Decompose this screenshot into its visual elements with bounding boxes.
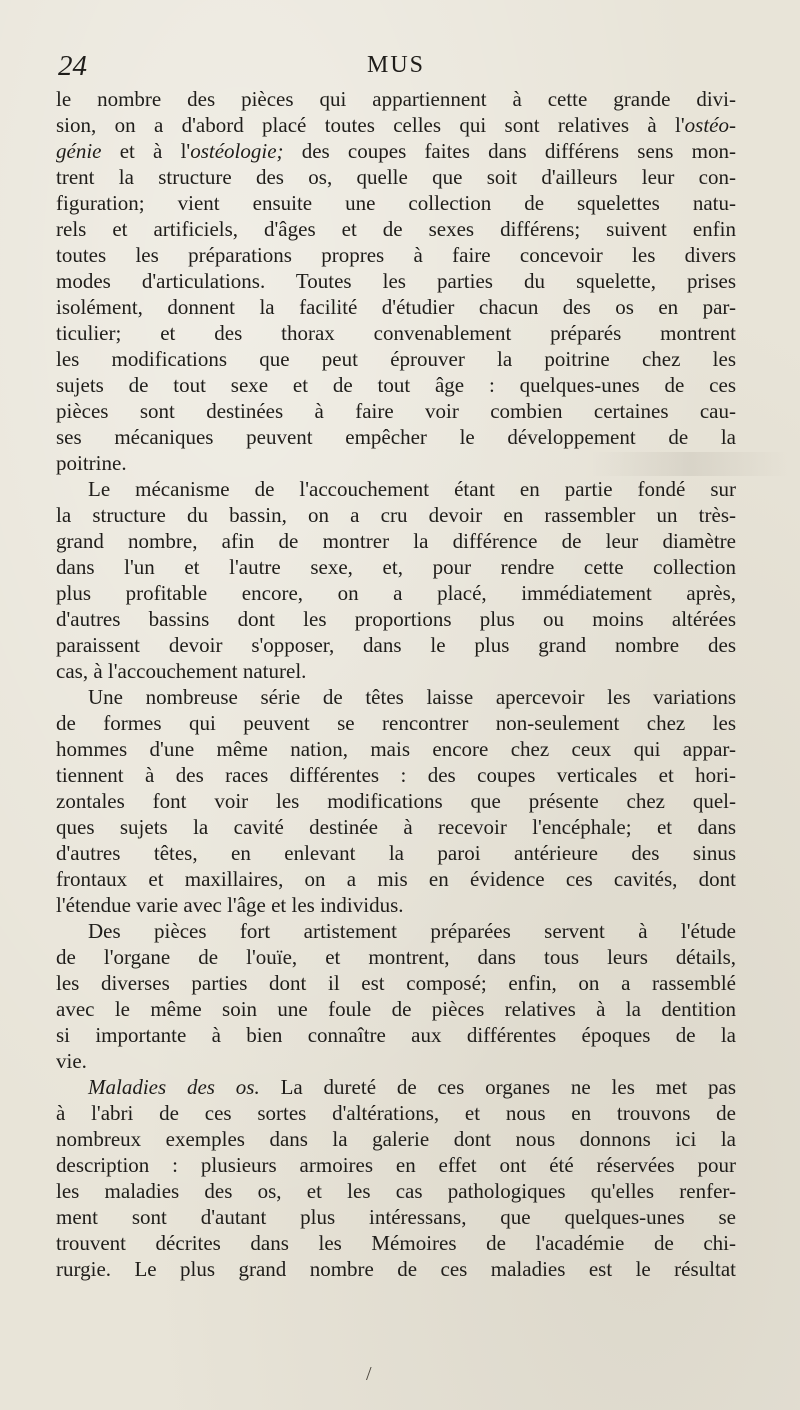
text-line: ment sont d'autant plus intéressans, que quelques-unes se [56, 1205, 736, 1229]
text-line: toutes les préparations propres à faire concevoir les divers [56, 243, 736, 267]
text-line: Une nombreuse série de têtes laisse apercevoir les variations [88, 685, 736, 709]
text-line: vie. [56, 1049, 87, 1073]
paragraph [56, 918, 736, 1074]
text-line: ques sujets la cavité destinée à recevoir l'encéphale; et dans [56, 815, 736, 839]
text-line: les maladies des os, et les cas pathologiques qu'elles renfer- [56, 1179, 736, 1203]
text-line: le nombre des pièces qui appartiennent à cette grande divi- [56, 87, 736, 111]
text-line: sujets de tout sexe et de tout âge : quelques-unes de ces [56, 373, 736, 397]
text-line: isolément, donnent la facilité d'étudier chacun des os en par- [56, 295, 736, 319]
text-line: la structure du bassin, on a cru devoir en rassembler un très- [56, 503, 736, 527]
text-line: de formes qui peuvent se rencontrer non-seulement chez les [56, 711, 736, 735]
show-through-shadow [590, 452, 790, 476]
text-line: figuration; vient ensuite une collection de squelettes natu- [56, 191, 736, 215]
text-line: nombreux exemples dans la galerie dont nous donnons ici la [56, 1127, 736, 1151]
text-line: si importante à bien connaître aux différentes époques de la [56, 1023, 736, 1047]
page-header [58, 50, 734, 84]
text-line: grand nombre, afin de montrer la différence de leur diamètre [56, 529, 736, 553]
paragraph [56, 684, 736, 918]
text-line: rurgie. Le plus grand nombre de ces maladies est le résultat [56, 1257, 736, 1281]
text-line: tiennent à des races différentes : des coupes verticales et hori- [56, 763, 736, 787]
body-text [56, 86, 736, 1282]
text-line: pièces sont destinées à faire voir combien certaines cau- [56, 399, 736, 423]
text-line: sion, on a d'abord placé toutes celles qui sont relatives à l'ostéo- [56, 113, 736, 137]
running-head: MUS [366, 52, 426, 78]
paragraph [56, 86, 736, 476]
text-line: l'étendue varie avec l'âge et les individus. [56, 893, 404, 917]
text-line: ticulier; et des thorax convenablement préparés montrent [56, 321, 736, 345]
text-line: trent la structure des os, quelle que soit d'ailleurs leur con- [56, 165, 736, 189]
text-line: rels et artificiels, d'âges et de sexes différens; suivent enfin [56, 217, 736, 241]
text-line: description : plusieurs armoires en effet ont été réservées pour [56, 1153, 736, 1177]
text-line: frontaux et maxillaires, on a mis en évidence ces cavités, dont [56, 867, 736, 891]
text-line: d'autres têtes, en enlevant la paroi antérieure des sinus [56, 841, 736, 865]
text-line: cas, à l'accouchement naturel. [56, 659, 307, 683]
text-line: Maladies des os. La dureté de ces organes ne les met pas [88, 1075, 736, 1099]
text-line: Le mécanisme de l'accouchement étant en partie fondé sur [88, 477, 736, 501]
paragraph [56, 1074, 736, 1282]
text-line: poitrine. [56, 451, 127, 475]
text-line: plus profitable encore, on a placé, immédiatement après, [56, 581, 736, 605]
page-number: 24 [58, 50, 87, 82]
text-line: d'autres bassins dont les proportions plus ou moins altérées [56, 607, 736, 631]
text-line: modes d'articulations. Toutes les parties du squelette, prises [56, 269, 736, 293]
paragraph [56, 476, 736, 684]
text-line: à l'abri de ces sortes d'altérations, et nous en trouvons de [56, 1101, 736, 1125]
text-line: les modifications que peut éprouver la poitrine chez les [56, 347, 736, 371]
text-line: trouvent décrites dans les Mémoires de l'académie de chi- [56, 1231, 736, 1255]
text-line: paraissent devoir s'opposer, dans le plus grand nombre des [56, 633, 736, 657]
stray-mark: / [366, 1363, 372, 1385]
text-line: avec le même soin une foule de pièces relatives à la dentition [56, 997, 736, 1021]
text-line: dans l'un et l'autre sexe, et, pour rendre cette collection [56, 555, 736, 579]
text-line: ses mécaniques peuvent empêcher le développement de la [56, 425, 736, 449]
text-line: Des pièces fort artistement préparées servent à l'étude [88, 919, 736, 943]
text-line: génie et à l'ostéologie; des coupes faites dans différens sens mon- [56, 139, 736, 163]
text-line: de l'organe de l'ouïe, et montrent, dans tous leurs détails, [56, 945, 736, 969]
text-line: hommes d'une même nation, mais encore chez ceux qui appar- [56, 737, 736, 761]
text-line: les diverses parties dont il est composé; enfin, on a rassemblé [56, 971, 736, 995]
text-line: zontales font voir les modifications que présente chez quel- [56, 789, 736, 813]
